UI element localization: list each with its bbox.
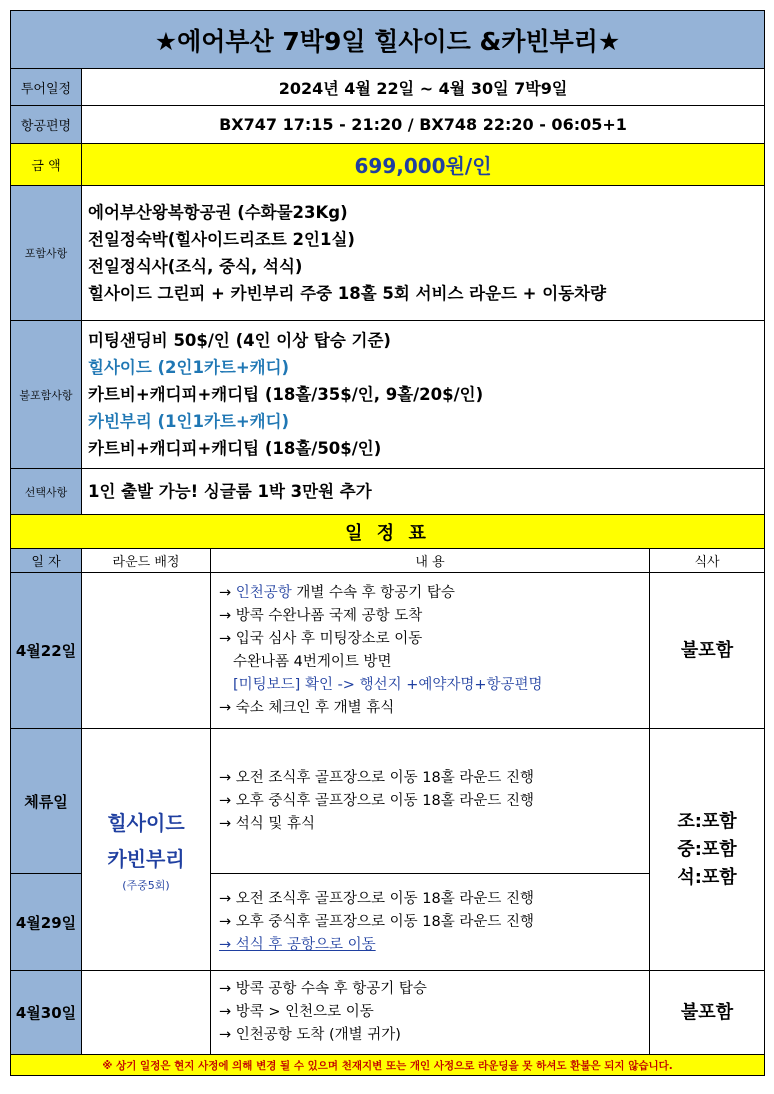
course-note: (주중5회) [122, 878, 170, 892]
flight-label: 항공편명 [11, 106, 82, 144]
schedule-line: → 오후 중식후 골프장으로 이동 18홀 라운드 진행 [219, 913, 534, 930]
price-value: 699,000원/인 [82, 144, 765, 186]
meal-value: 불포함 [650, 971, 765, 1055]
schedule-line: → 방콕 수완나폼 국제 공항 도착 [219, 607, 423, 624]
arrow-glyph: → [219, 584, 236, 601]
included-list [82, 186, 765, 321]
tour-label: 투어일정 [11, 69, 82, 106]
excluded-item: 카트비+캐디피+캐디팁 (18홀/50$/인) [88, 439, 382, 458]
day-content [211, 971, 650, 1055]
schedule-line: → 석식 및 휴식 [219, 815, 316, 832]
itinerary-table [10, 10, 765, 1076]
day-content [211, 729, 650, 874]
included-item: 힐사이드 그린피 + 카빈부리 주중 18홀 5회 서비스 라운드 + 이동차량 [88, 284, 607, 303]
included-item: 에어부산왕복항공권 (수화물23Kg) [88, 203, 348, 222]
column-header-meal: 식사 [650, 549, 765, 573]
round-cell-empty [82, 971, 211, 1055]
schedule-line: → 오전 조식후 골프장으로 이동 18홀 라운드 진행 [219, 769, 534, 786]
excluded-item: 미팅샌딩비 50$/인 (4인 이상 탑승 기준) [88, 331, 391, 350]
tour-value: 2024년 4월 22일 ~ 4월 30일 7박9일 [82, 69, 765, 106]
schedule-line-meeting: [미팅보드] 확인 -> 행선지 +예약자명+항공편명 [233, 676, 543, 693]
included-item: 전일정숙박(힐사이드리조트 2인1실) [88, 230, 355, 249]
excluded-course-heading: 카빈부리 (1인1카트+캐디) [88, 412, 290, 431]
schedule-line: → 방콕 > 인천으로 이동 [219, 1004, 374, 1020]
footnote: ※ 상기 일정은 현지 사정에 의해 변경 될 수 있으며 천재지변 또는 개인 사정으로 라운딩을 못 하셔도 환불은 되지 않습니다. [11, 1055, 765, 1076]
excluded-list [82, 321, 765, 469]
column-header-day: 일 자 [11, 549, 82, 573]
schedule-line: → 오전 조식후 골프장으로 이동 18홀 라운드 진행 [219, 890, 534, 907]
excluded-item: 카트비+캐디피+캐디팁 (18홀/35$/인, 9홀/20$/인) [88, 385, 484, 404]
day-date: 4월30일 [11, 971, 82, 1055]
day-date: 4월22일 [11, 573, 82, 729]
meal-included [650, 729, 765, 971]
schedule-line-text: 개별 수속 후 항공기 탑승 [291, 584, 455, 601]
excluded-label: 불포함사항 [11, 321, 82, 469]
schedule-line: → 숙소 체크인 후 개별 휴식 [219, 699, 395, 716]
day-content [211, 874, 650, 971]
course-name: 카빈부리 [107, 846, 185, 871]
meal-dinner: 석:포함 [677, 866, 737, 888]
schedule-line [219, 582, 649, 605]
day-date: 체류일 [11, 729, 82, 874]
included-label: 포함사항 [11, 186, 82, 321]
day-date: 4월29일 [11, 874, 82, 971]
option-label: 선택사항 [11, 469, 82, 515]
round-assignment [82, 729, 211, 971]
schedule-line-airport: → 석식 후 공항으로 이동 [219, 936, 376, 953]
included-item: 전일정식사(조식, 중식, 석식) [88, 257, 303, 276]
flight-value: BX747 17:15 - 21:20 / BX748 22:20 - 06:05+1 [82, 106, 765, 144]
excluded-course-heading: 힐사이드 (2인1카트+캐디) [88, 358, 290, 377]
meal-lunch: 중:포함 [677, 838, 737, 860]
airport-name: 인천공항 [235, 584, 292, 601]
option-value: 1인 출발 가능! 싱글룸 1박 3만원 추가 [82, 469, 765, 515]
column-header-content: 내 용 [211, 549, 650, 573]
schedule-line: → 인천공항 도착 (개별 귀가) [219, 1027, 401, 1043]
schedule-line: 수완나폼 4번게이트 방면 [233, 653, 392, 670]
schedule-line: → 오후 중식후 골프장으로 이동 18홀 라운드 진행 [219, 792, 534, 809]
price-label: 금 액 [11, 144, 82, 186]
schedule-line: → 방콕 공항 수속 후 항공기 탑승 [219, 981, 427, 997]
page-title: ★에어부산 7박9일 힐사이드 &카빈부리★ [11, 11, 765, 69]
course-name: 힐사이드 [107, 810, 185, 835]
round-cell-empty [82, 573, 211, 729]
schedule-heading: 일 정 표 [11, 515, 765, 549]
day-content [211, 573, 650, 729]
meal-value: 불포함 [650, 573, 765, 729]
column-header-round: 라운드 배정 [82, 549, 211, 573]
itinerary-sheet [10, 10, 764, 1076]
meal-breakfast: 조:포함 [677, 810, 737, 832]
schedule-line: → 입국 심사 후 미팅장소로 이동 [219, 630, 423, 647]
